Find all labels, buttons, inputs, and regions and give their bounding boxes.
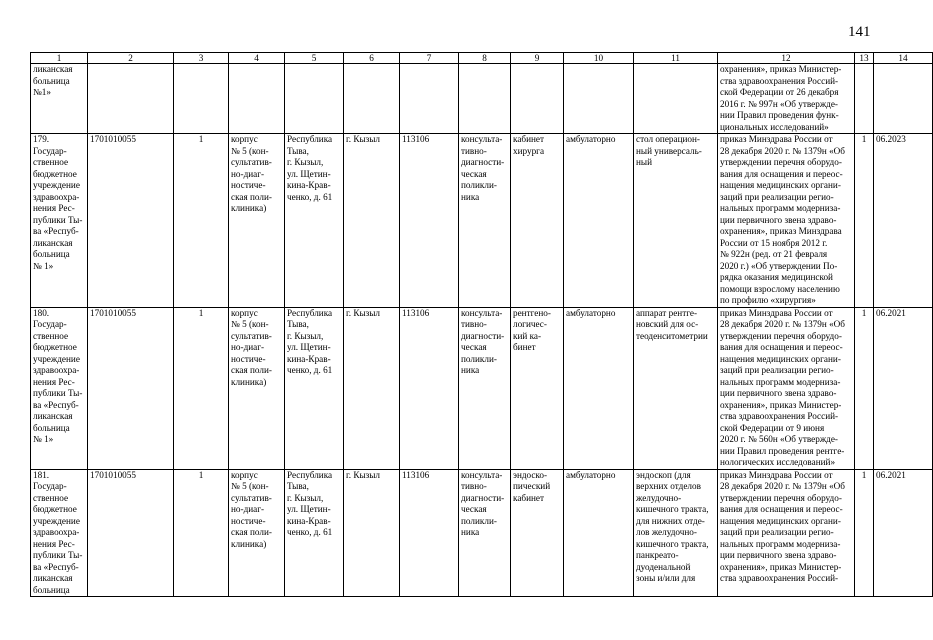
table-row	[31, 469, 933, 597]
table-cell-col-7: 113106	[400, 307, 459, 469]
table-cell-col-13	[855, 64, 874, 134]
table-cell-col-7: 113106	[400, 134, 459, 308]
column-number-11: 11	[634, 53, 718, 64]
table-cell-col-12: охранения», приказ Министер- ства здравоохранения Россий- ской Федерации от 26 декабря 2016 г. № 997н «Об утвержде- нии Правил проведения функ- циональных исследований»	[718, 64, 855, 134]
table-cell-col-6: г. Кызыл	[344, 134, 400, 308]
table-cell-col-3: 1	[174, 134, 229, 308]
table-cell-col-10	[564, 64, 634, 134]
table-row	[31, 134, 933, 308]
table-cell-col-11: эндоскоп (для верхних отделов желудочно- кишечного тракта, для нижних отде- лов желудочно- кишечного тракта, панкреато- дуоденальной зоны и/или для	[634, 469, 718, 597]
table-cell-col-2: 1701010055	[88, 469, 174, 597]
table-cell-col-3: 1	[174, 469, 229, 597]
table-cell-col-4: корпус № 5 (кон- сультатив- но-диаг- ностиче- ская поли- клиника)	[229, 469, 285, 597]
table-cell-col-13: 1	[855, 469, 874, 597]
column-number-5: 5	[285, 53, 344, 64]
table-cell-col-10: амбулаторно	[564, 307, 634, 469]
table-cell-col-5	[285, 64, 344, 134]
table-cell-col-12: приказ Минздрава России от 28 декабря 2020 г. № 1379н «Об утверждении перечня оборудо- вания для оснащения и переос- нащения медицинских органи- заций при реализации регио- нальных программ модерниза- ции первичного звена здраво- охранения», приказ Минздрава России от 15 ноября 2012 г. № 922н (ред. от 21 февраля 2020 г.) «Об утверждении По- рядка оказания медицинской помощи взрослому населению по профилю «хирургия»	[718, 134, 855, 308]
table-cell-col-8: консульта- тивно- диагности- ческая поликли- ника	[459, 307, 511, 469]
table-cell-col-5: Республика Тыва, г. Кызыл, ул. Щетин- кина-Крав- ченко, д. 61	[285, 469, 344, 597]
table-cell-col-3: 1	[174, 307, 229, 469]
table-cell-col-9	[511, 64, 564, 134]
table-cell-col-12: приказ Минздрава России от 28 декабря 2020 г. № 1379н «Об утверждении перечня оборудо- вания для оснащения и переос- нащения медицинских органи- заций при реализации регио- нальных программ модерниза- ции первичного звена здраво- охранения», приказ Министер- ства здравоохранения Россий- ской Федерации от 9 июня 2020 г. № 560н «Об утвержде- нии Правил проведения рентге- нологических исследований»	[718, 307, 855, 469]
page-number: 141	[848, 24, 871, 40]
table-cell-col-8: консульта- тивно- диагности- ческая поликли- ника	[459, 469, 511, 597]
table-cell-col-6: г. Кызыл	[344, 307, 400, 469]
table-cell-col-4	[229, 64, 285, 134]
column-number-2: 2	[88, 53, 174, 64]
table-cell-col-2	[88, 64, 174, 134]
table-cell-col-14: 06.2023	[874, 134, 933, 308]
table-cell-col-2: 1701010055	[88, 134, 174, 308]
table-cell-col-8: консульта- тивно- диагности- ческая поликли- ника	[459, 134, 511, 308]
column-number-8: 8	[459, 53, 511, 64]
table-cell-col-9: рентгено- логичес- кий ка- бинет	[511, 307, 564, 469]
column-number-9: 9	[511, 53, 564, 64]
table-cell-col-4: корпус № 5 (кон- сультатив- но-диаг- ностиче- ская поли- клиника)	[229, 307, 285, 469]
table-cell-col-14: 06.2021	[874, 469, 933, 597]
table-cell-col-1: 181. Государ- ственное бюджетное учреждение здравоохра- нения Рес- публики Ты- ва «Респуб- ликанская больница	[31, 469, 88, 597]
table-cell-col-9: эндоско- пический кабинет	[511, 469, 564, 597]
table-cell-col-1: 180. Государ- ственное бюджетное учреждение здравоохра- нения Рес- публики Ты- ва «Респуб- ликанская больница № 1»	[31, 307, 88, 469]
table-cell-col-13: 1	[855, 307, 874, 469]
table-cell-col-14: 06.2021	[874, 307, 933, 469]
table-cell-col-11: аппарат рентге- новский для ос- теоденситометрии	[634, 307, 718, 469]
table-cell-col-13: 1	[855, 134, 874, 308]
column-number-10: 10	[564, 53, 634, 64]
table-cell-col-7	[400, 64, 459, 134]
column-number-6: 6	[344, 53, 400, 64]
table-cell-col-5: Республика Тыва, г. Кызыл, ул. Щетин- кина-Крав- ченко, д. 61	[285, 134, 344, 308]
column-number-12: 12	[718, 53, 855, 64]
table-cell-col-7: 113106	[400, 469, 459, 597]
table-cell-col-10: амбулаторно	[564, 469, 634, 597]
table-cell-col-11	[634, 64, 718, 134]
table-cell-col-6: г. Кызыл	[344, 469, 400, 597]
equipment-table	[30, 52, 933, 597]
table-cell-col-4: корпус № 5 (кон- сультатив- но-диаг- ностиче- ская поли- клиника)	[229, 134, 285, 308]
table-row	[31, 307, 933, 469]
table-body	[31, 53, 933, 597]
column-number-4: 4	[229, 53, 285, 64]
table-cell-col-3	[174, 64, 229, 134]
table-cell-col-1: ликанская больница №1»	[31, 64, 88, 134]
column-number-row	[31, 53, 933, 64]
table-cell-col-1: 179. Государ- ственное бюджетное учреждение здравоохра- нения Рес- публики Ты- ва «Респуб- ликанская больница № 1»	[31, 134, 88, 308]
column-number-1: 1	[31, 53, 88, 64]
table-cell-col-6	[344, 64, 400, 134]
column-number-7: 7	[400, 53, 459, 64]
table-cell-col-10: амбулаторно	[564, 134, 634, 308]
table-row	[31, 64, 933, 134]
table-cell-col-9: кабинет хирурга	[511, 134, 564, 308]
table-cell-col-14	[874, 64, 933, 134]
column-number-13: 13	[855, 53, 874, 64]
column-number-14: 14	[874, 53, 933, 64]
column-number-3: 3	[174, 53, 229, 64]
table-cell-col-5: Республика Тыва, г. Кызыл, ул. Щетин- кина-Крав- ченко, д. 61	[285, 307, 344, 469]
table-cell-col-8	[459, 64, 511, 134]
table-cell-col-2: 1701010055	[88, 307, 174, 469]
table-cell-col-11: стол операцион- ный универсаль- ный	[634, 134, 718, 308]
table-cell-col-12: приказ Минздрава России от 28 декабря 2020 г. № 1379н «Об утверждении перечня оборудо- вания для оснащения и переос- нащения медицинских органи- заций при реализации регио- нальных программ модерниза- ции первичного звена здраво- охранения», приказ Министер- ства здравоохранения Россий-	[718, 469, 855, 597]
